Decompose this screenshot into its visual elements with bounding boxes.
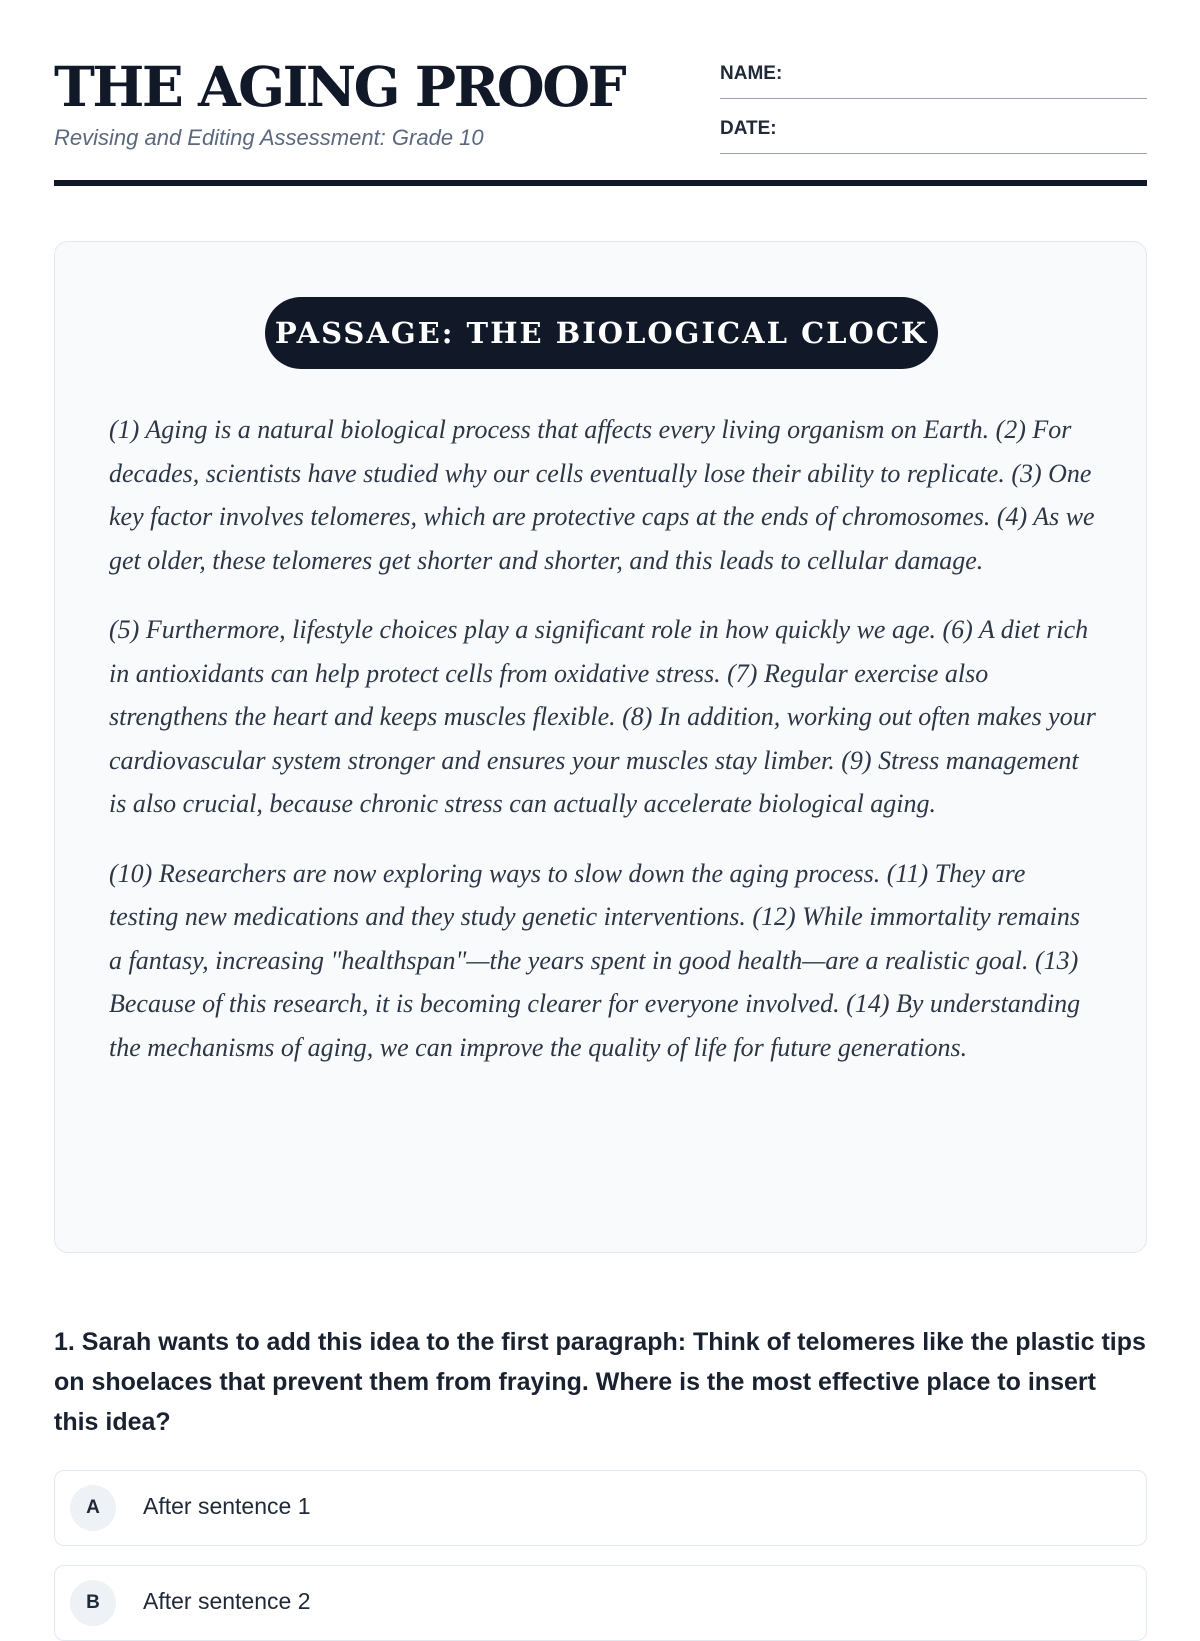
option-letter-badge: A <box>70 1485 116 1531</box>
page-title: THE AGING PROOF <box>54 54 625 119</box>
answer-option-b[interactable] <box>54 1565 1147 1641</box>
date-field[interactable] <box>720 110 1147 154</box>
passage-box <box>54 241 1147 1253</box>
date-label: DATE: <box>720 118 777 139</box>
option-text: After sentence 1 <box>143 1493 311 1519</box>
question-1-prompt: 1. Sarah wants to add this idea to the first paragraph: Think of telomeres like the plastic tips on shoelaces that prevent them from fraying. Where is the most effective place to insert this idea? <box>54 1328 1146 1436</box>
passage-paragraph-2: (5) Furthermore, lifestyle choices play a significant role in how quickly we age. (6) A diet rich in antioxidants can help protect cells from oxidative stress. (7) Regular exercise also strengthens the heart and keeps muscles flexible. (8) In addition, working out often makes your cardiovascular system stronger and ensures your muscles stay limber. (9) Stress management is also crucial, because chronic stress can actually accelerate biological aging. <box>109 615 1096 818</box>
name-label: NAME: <box>720 63 783 84</box>
passage-paragraph-1: (1) Aging is a natural biological process that affects every living organism on Earth. (2) For decades, scientists have studied why our cells eventually lose their ability to replicate. (3) One key factor involves telomeres, which are protective caps at the ends of chromosomes. (4) As we get older, these telomeres get shorter and shorter, and this leads to cellular damage. <box>109 415 1095 575</box>
passage-text <box>109 408 1099 1095</box>
answer-option-a[interactable] <box>54 1470 1147 1546</box>
option-letter-badge: B <box>70 1580 116 1626</box>
header-divider <box>54 180 1147 186</box>
page-header <box>54 55 1147 188</box>
option-text: After sentence 2 <box>143 1588 311 1614</box>
page-subtitle: Revising and Editing Assessment: Grade 10 <box>54 125 484 150</box>
passage-heading: PASSAGE: THE BIOLOGICAL CLOCK <box>265 297 938 369</box>
name-field[interactable] <box>720 55 1147 99</box>
passage-paragraph-3: (10) Researchers are now exploring ways to slow down the aging process. (11) They are testing new medications and they study genetic interventions. (12) While immortality remains a fantasy, increasing "healthspan"—the years spent in good health—are a realistic goal. (13) Because of this research, it is becoming clearer for everyone involved. (14) By understanding the mechanisms of aging, we can improve the quality of life for future generations. <box>109 858 1081 1062</box>
assessment-page <box>54 0 1147 1614</box>
